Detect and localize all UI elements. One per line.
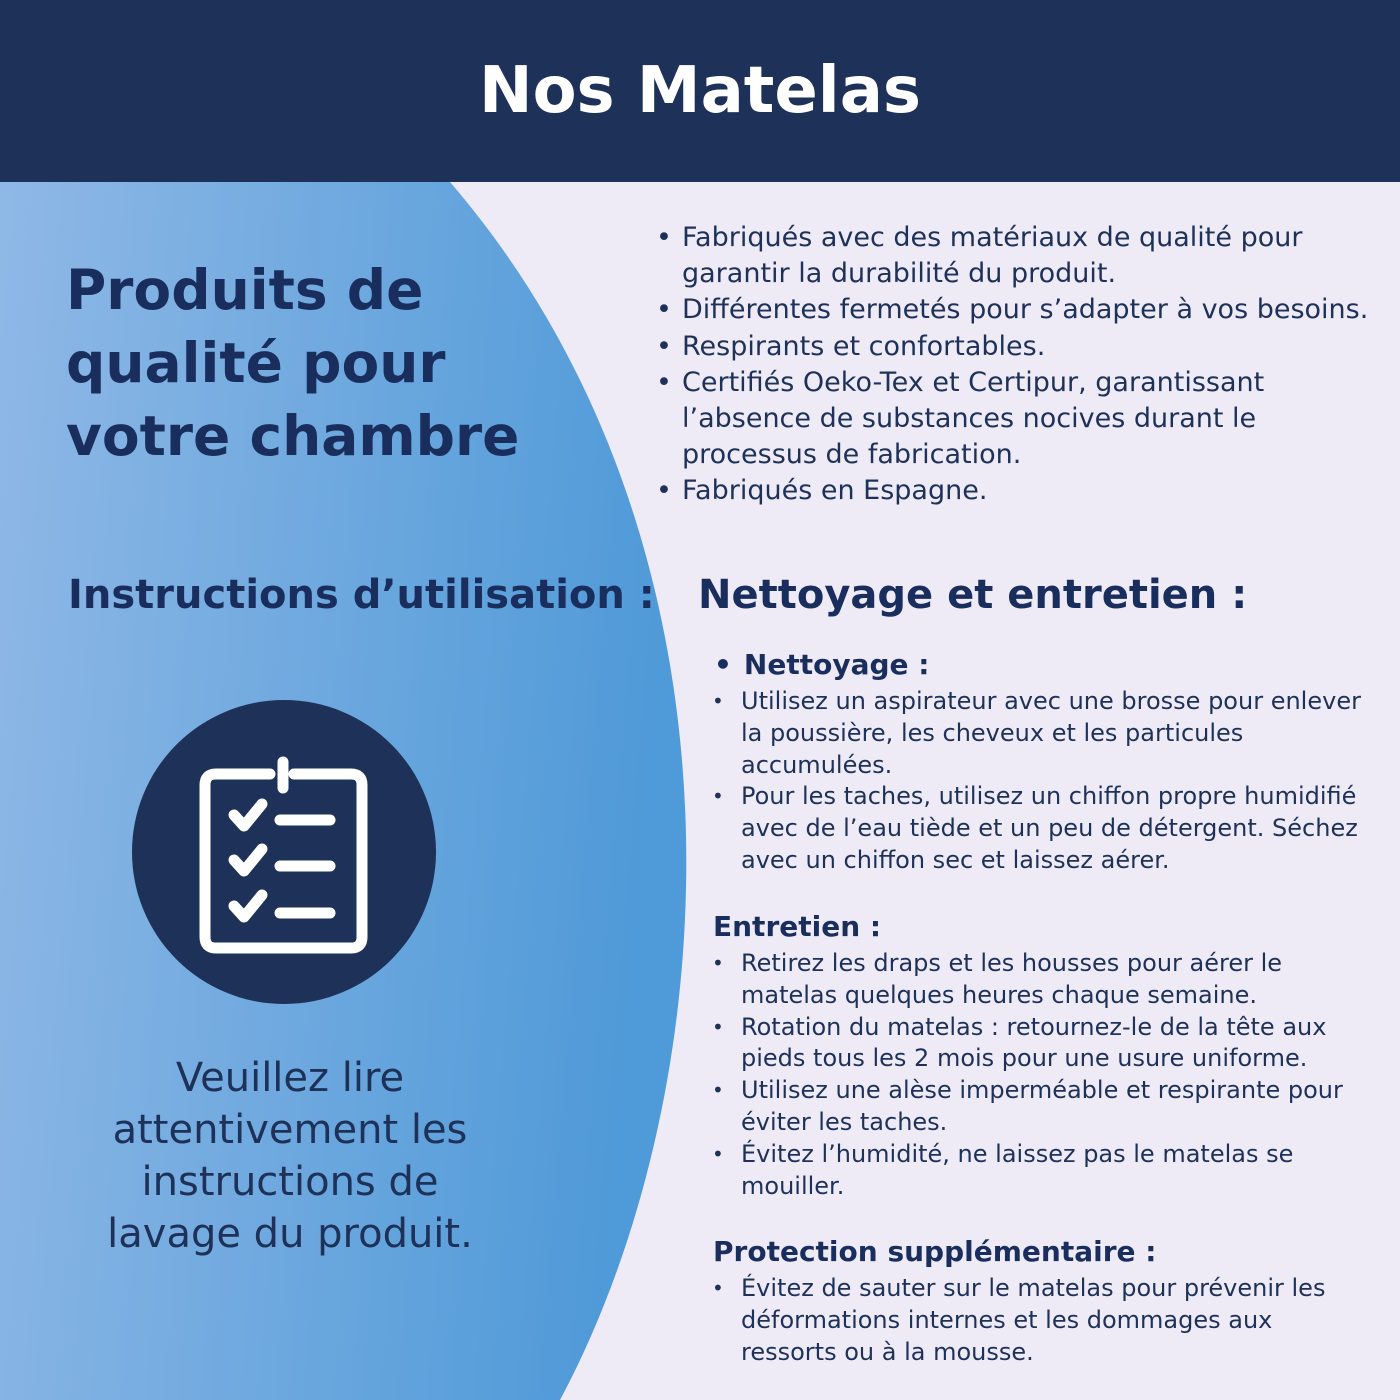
- list-item: • Évitez de sauter sur le matelas pour prévenir les déformations internes et les dommages aux ressorts ou à la mousse.: [712, 1273, 1372, 1368]
- list-item: • Évitez l’humidité, ne laissez pas le matelas se mouiller.: [712, 1139, 1372, 1203]
- instructions-heading: Instructions d’utilisation :: [68, 572, 655, 618]
- list-item: • Fabriqués en Espagne.: [654, 473, 1394, 509]
- clipboard-checklist-icon: [132, 700, 436, 1004]
- list-item: • Utilisez un aspirateur avec une brosse pour enlever la poussière, les cheveux et les particules accumulées.: [712, 686, 1372, 781]
- list-item: • Retirez les draps et les housses pour aérer le matelas quelques heures chaque semaine.: [712, 948, 1372, 1012]
- list-item: • Certifiés Oeko-Tex et Certipur, garantissant l’absence de substances nocives durant le processus de fabrication.: [654, 365, 1394, 474]
- cleaning-heading: [714, 648, 929, 681]
- care-heading: Nettoyage et entretien :: [698, 572, 1248, 618]
- protection-list: [712, 1273, 1372, 1368]
- maintenance-list: [712, 948, 1372, 1202]
- list-item: • Rotation du matelas : retournez-le de la tête aux pieds tous les 2 mois pour une usure uniforme.: [712, 1012, 1372, 1076]
- cleaning-list: [712, 686, 1372, 877]
- list-item: • Différentes fermetés pour s’adapter à vos besoins.: [654, 292, 1394, 328]
- features-list: [654, 220, 1394, 510]
- maintenance-heading: Entretien :: [713, 910, 882, 943]
- instructions-note: Veuillez lire attentivement les instructions de lavage du produit.: [107, 1055, 473, 1257]
- protection-heading: Protection supplémentaire :: [713, 1235, 1157, 1268]
- cleaning-heading-label: Nettoyage :: [743, 648, 930, 681]
- list-item: • Pour les taches, utilisez un chiffon propre humidifié avec de l’eau tiède et un peu de détergent. Séchez avec un chiffon sec et laissez aérer.: [712, 781, 1372, 876]
- left-title: Produits de qualité pour votre chambre: [66, 258, 520, 468]
- list-item: • Utilisez une alèse imperméable et respirante pour éviter les taches.: [712, 1075, 1372, 1139]
- header-banner: [0, 0, 1400, 182]
- list-item: • Respirants et confortables.: [654, 329, 1394, 365]
- list-item: • Fabriqués avec des matériaux de qualité pour garantir la durabilité du produit.: [654, 220, 1394, 292]
- page-title: Nos Matelas: [479, 54, 921, 128]
